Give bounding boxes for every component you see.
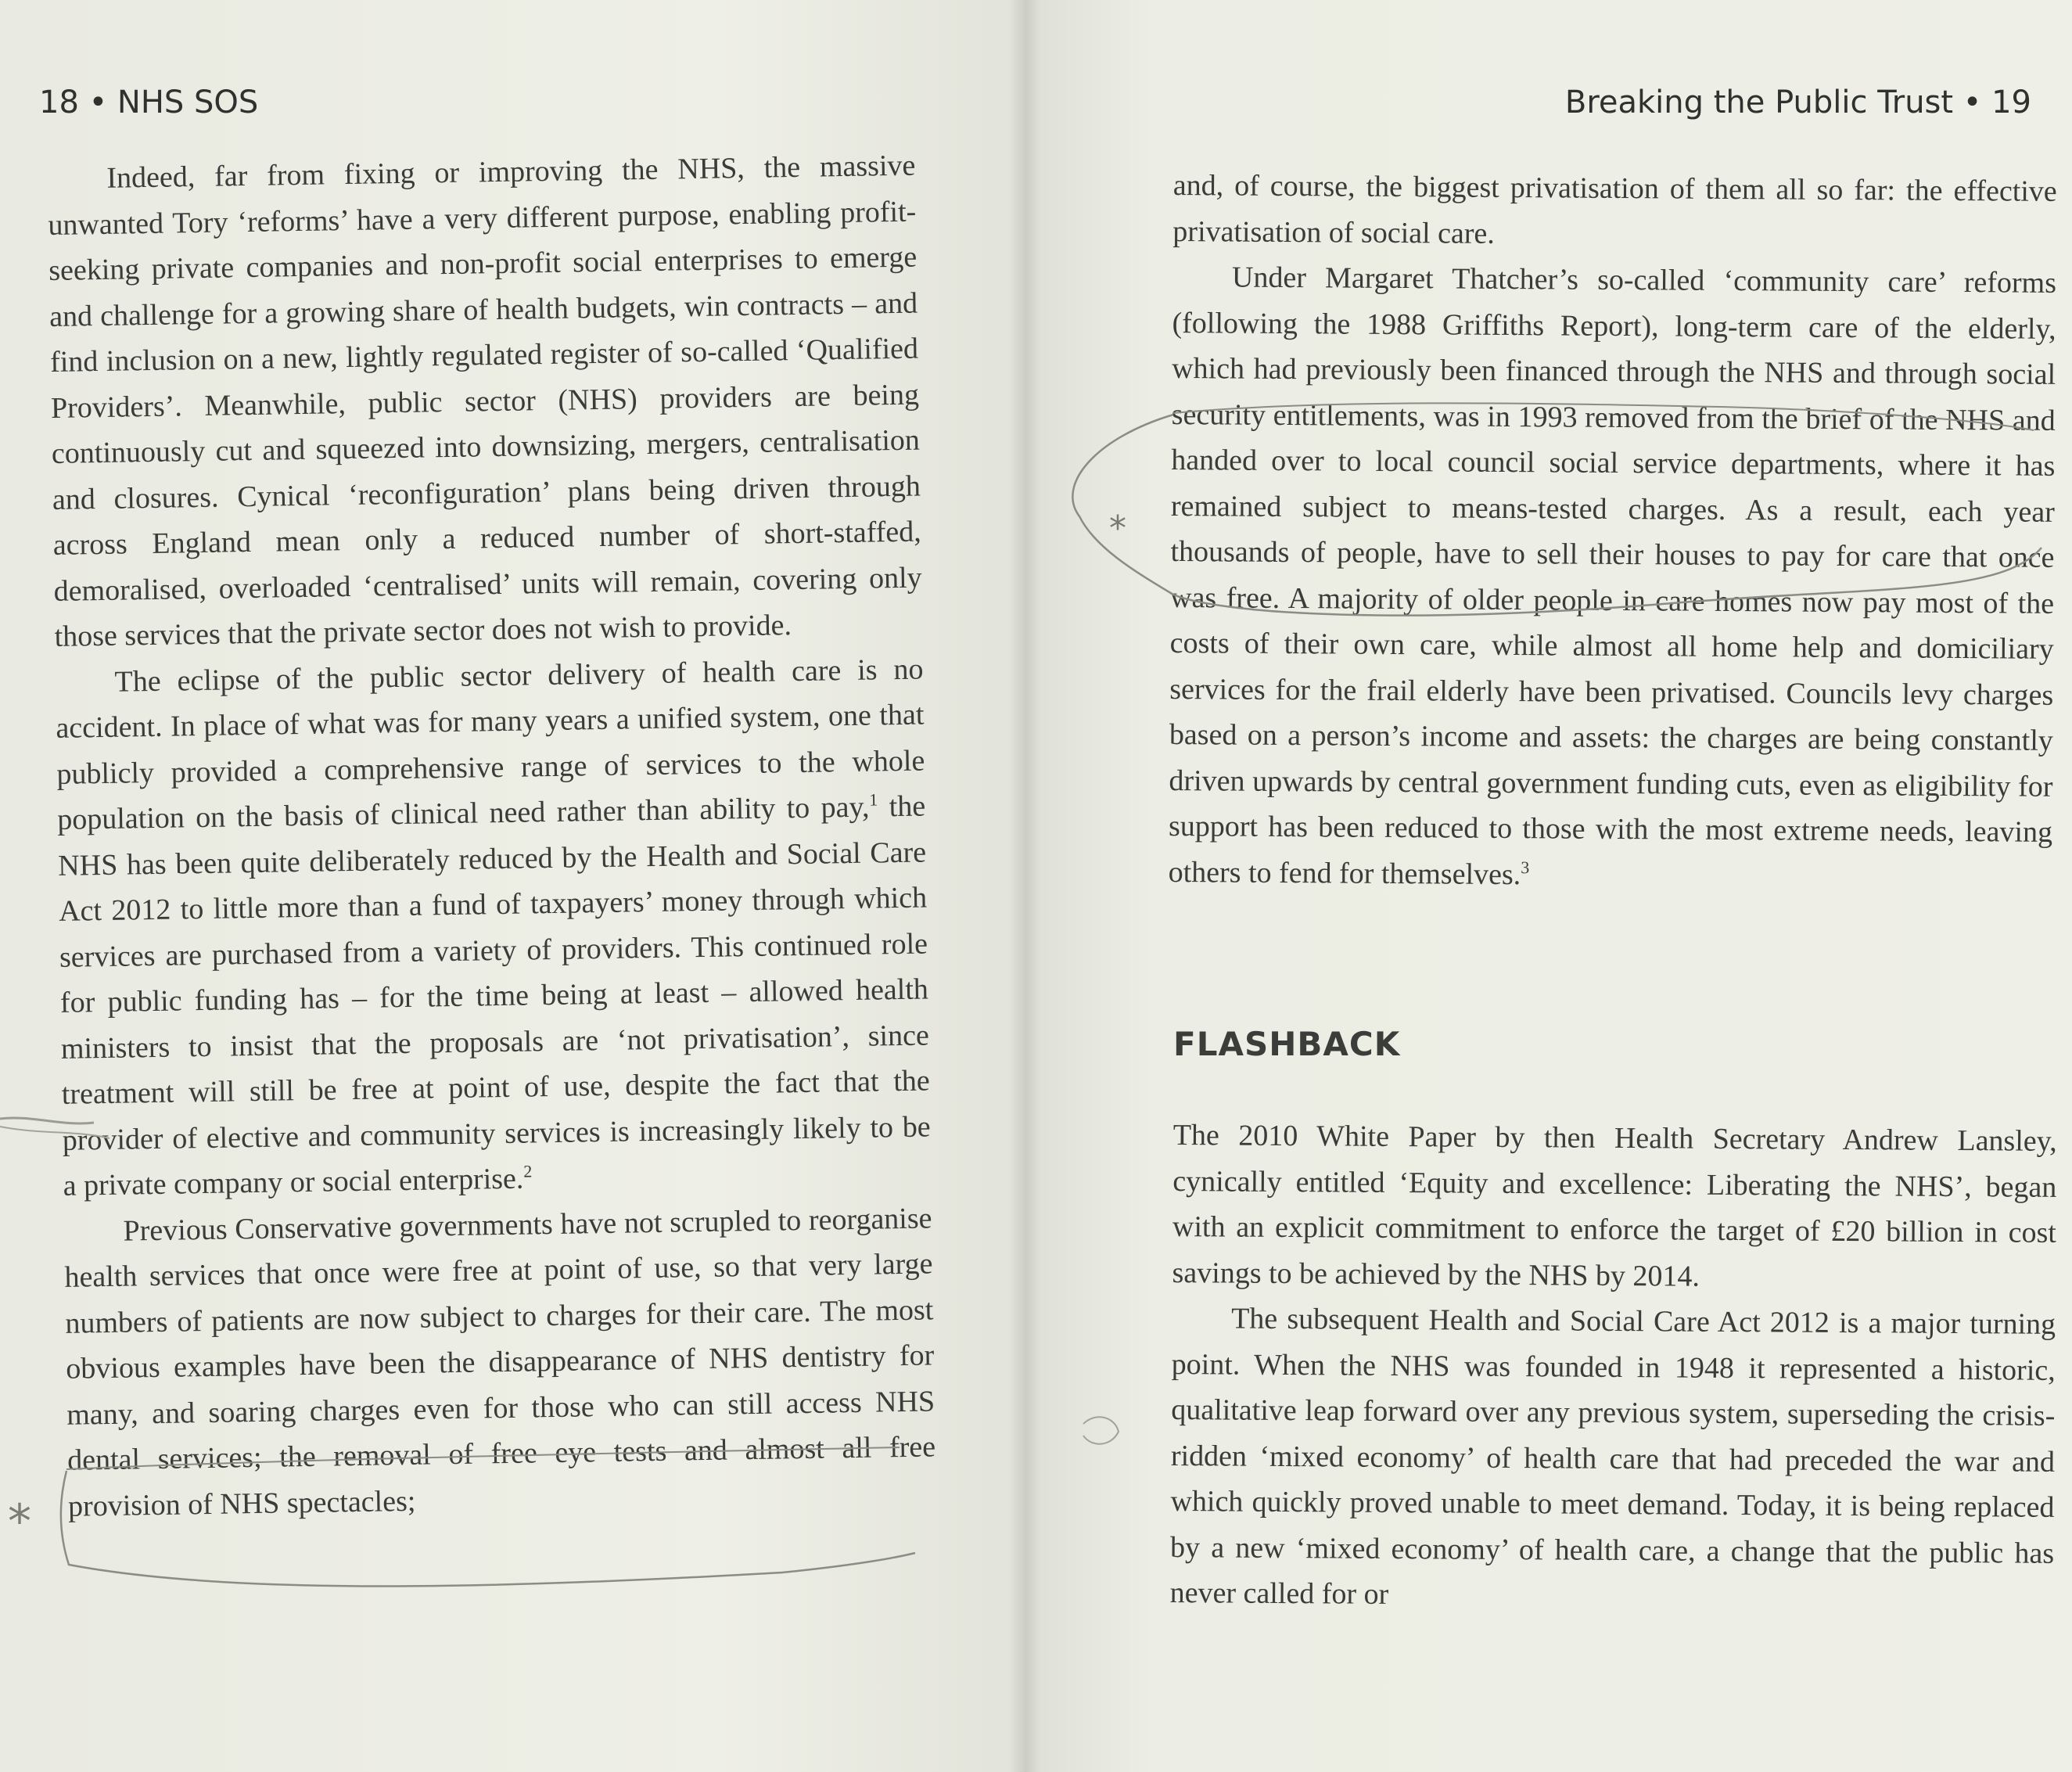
pencil-asterisk-left: *: [8, 1494, 31, 1549]
right-paragraph-2: [1168, 254, 2056, 901]
right-paragraph-2-text: Under Margaret Thatcher’s so-called ‘community care’ reforms (following the 1988 Griffiths Report), long-term care of the elderly, which had previously been financed through the NHS and through social security entitlements, was in 1993 removed from the brief of the NHS and handed over to local council social service departments, where it has remained subject to means-tested charges. As a result, each year thousands of people, have to sell their houses to pay for care that once was free. A majority of older people in care homes now pay most of the costs of their own care, while almost all home help and domiciliary services for the frail elderly have been privatised. Councils levy charges based on a person’s income and assets: the charges are being constantly driven upwards by central government funding cuts, even as eligibility for support has been reduced to those with the most extreme needs, leaving others to fend for themselves.: [1168, 261, 2057, 891]
left-paragraph-2-part-2: the NHS has been quite deliberately reduced by the Health and Social Care Act 2012 to little more than a fund of taxpayers’ money through which services are purchased from a variety of providers. This continued role for public funding has – for the time being at least – allowed health ministers to insist that the proposals are ‘not privatisation’, since treatment will still be free at point of use, despite the fact that the provider of elective and community services is increasingly likely to be a private company or social enterprise.: [57, 789, 931, 1202]
left-paragraph-3: Previous Conservative governments have not scrupled to reorganise health services that once were free at point of use, so that very large numbers of patients are now subject to charges for their care. The most obvious examples have been the disappearance of NHS dentistry for many, and soaring charges even for those who can still access NHS dental services; the removal of free eye tests and almost all free provision of NHS spectacles;: [64, 1201, 936, 1523]
book-gutter-shadow: [1009, 0, 1040, 1772]
right-paragraph-4: The subsequent Health and Social Care Act 2012 is a major turning point. When the NHS was founded in 1948 it represented a historic, qualitative leap forward over any previous system, superseding the crisis-ridden ‘mixed economy’ of health care that had preceded the war and which quickly proved unable to meet demand. Today, it is being replaced by a new ‘mixed economy’ of health care, a change that the public has never called for or: [1169, 1302, 2056, 1611]
left-running-head: 18 • NHS SOS: [39, 84, 259, 120]
footnote-ref-2: 2: [523, 1161, 533, 1181]
left-paragraph-2-part-1: The eclipse of the public sector delivery of health care is no accident. In place of what was for many years a unified system, one that publicly provided a comprehensive range of services to the whole population on the basis of clinical need rather than ability to pay,: [56, 652, 925, 836]
left-paragraph-1: Indeed, far from fixing or improving the NHS, the massive unwanted Tory ‘reforms’ have a very different purpose, enabling profit-seeking private companies and non-profit social enterprises to emerge and challenge for a growing share of health budgets, win contracts – and find inclusion on a new, lightly regulated register of so-called ‘Qualified Providers’. Meanwhile, public sector (NHS) providers are being continuously cut and squeezed into downsizing, mergers, centralisation and closures. Cynical ‘reconfiguration’ plans being driven through across England mean only a reduced number of short-staffed, demoralised, overloaded ‘centralised’ units will remain, covering only those services that the private sector does not wish to provide.: [48, 149, 922, 653]
left-page: [0, 0, 1025, 1772]
right-page: [1025, 0, 2072, 1772]
footnote-ref-1: 1: [869, 789, 878, 810]
flashback-heading: FLASHBACK: [1173, 1025, 1401, 1063]
left-body-text: [47, 143, 936, 1529]
pencil-asterisk-right: *: [1109, 509, 1126, 548]
right-body-text-bottom: [1170, 1112, 2057, 1622]
left-paragraph-2: [55, 646, 932, 1209]
right-paragraph-3: The 2010 White Paper by then Health Secretary Andrew Lansley, cynically entitled ‘Equity and excellence: Liberating the NHS’, began with an explicit commitment to enforce the target of £20 billion in cost savings to be achieved by the NHS by 2014.: [1172, 1118, 2057, 1293]
right-body-text-top: [1168, 163, 2057, 901]
right-paragraph-1: and, of course, the biggest privatisation of them all so far: the effective privatisation of social care.: [1172, 168, 2057, 250]
footnote-ref-3: 3: [1521, 857, 1530, 877]
right-running-head: Breaking the Public Trust • 19: [1564, 84, 2031, 120]
